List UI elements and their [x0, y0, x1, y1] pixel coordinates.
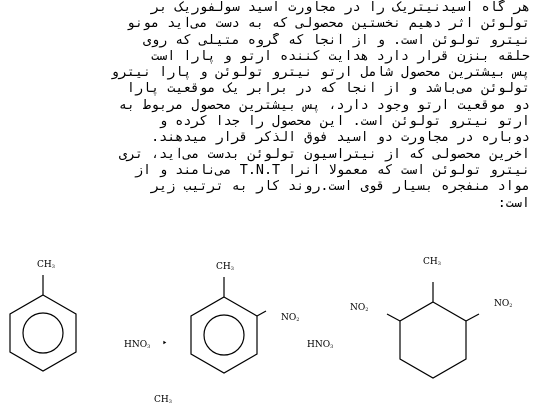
toluene-structure: [0, 255, 90, 405]
text-line: نیترو تولوئن است. و از آنجا که گروه متیلی که روی: [143, 32, 530, 48]
dinitrotoluene-methyl-label: $CH_3$: [423, 257, 441, 267]
nitrotoluene-structure: [180, 255, 280, 405]
text-line: ارتو نیترو تولوئن است. این محصول را جدا کرده و: [159, 114, 530, 130]
text-line: آخرین محصولی که از نیتراسیون تولوئن بدست می‌آید، تری: [118, 146, 530, 162]
toluene-methyl-label: $CH_3$: [37, 260, 55, 270]
below-methyl-label: $CH_3$: [154, 395, 172, 405]
dinitrotoluene-nitro-left-label: $NO_2$: [350, 303, 369, 313]
text-line: مواد منفجره بسیار قوی است.روند کار به ترتیب زیر: [151, 179, 530, 195]
text-line: پس بیشترین محصول شامل ارتو نیترو تولوئن و پارا نیترو: [110, 65, 530, 81]
nitrotoluene-nitro-label: $NO_2$: [281, 313, 300, 323]
dinitrotoluene-structure: [375, 250, 505, 400]
reagent-hno3-first: $HNO_3$: [124, 340, 151, 350]
text-line: هر گاه اسیدنیتریک را در مجاورت اسید سولفوریک بر: [151, 0, 530, 15]
explanation-paragraph: [2, 0, 530, 212]
nitrotoluene-methyl-label: $CH_3$: [216, 262, 234, 272]
text-line: تولوئن می‌باشد و از آنجا که در برابر یک موقعیت پارا: [126, 81, 530, 97]
text-line: نیترو تولوئن است که معمولا آنرا T.N.T می‌نامند و از: [134, 162, 530, 178]
text-line: دو موقعیت ارتو وجود دارد، پس بیشترین محصول مربوط به: [118, 97, 530, 113]
text-line: دوباره در مجاورت دو اسید فوق الذکر قرار میدهند.: [151, 130, 530, 146]
text-line: حلقه بنزن قرار دارد هدایت کننده ارتو و پارا است: [151, 48, 530, 64]
reagent-hno3-second: $HNO_3$: [307, 340, 334, 350]
text-line: است:: [497, 195, 530, 211]
reaction-arrow: ‣: [162, 339, 168, 349]
text-line: تولوئن اثر دهیم نخستین محصولی که به دست می‌آید مونو: [126, 16, 530, 32]
dinitrotoluene-nitro-right-label: $NO_2$: [494, 299, 513, 309]
